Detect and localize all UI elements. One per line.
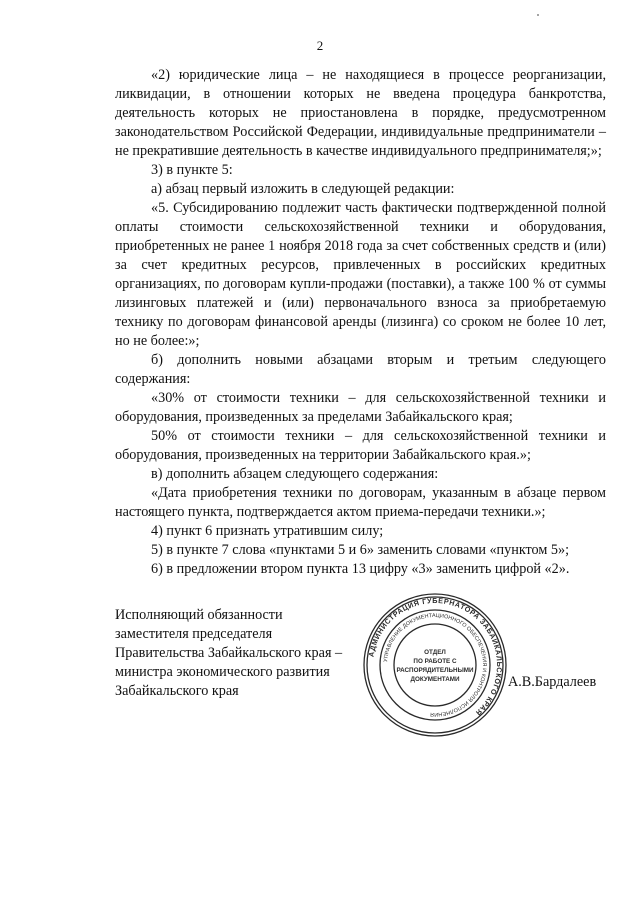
position-line: Правительства Забайкальского края – [115,645,343,661]
paragraph: «Дата приобретения техники по договорам, указанным в абзаце первом настоящего пункта, подтверждается актом приема-передачи техники.»; [115,485,606,520]
stamp-outer-text-path: АДМИНИСТРАЦИЯ ГУБЕРНАТОРА ЗАБАЙКАЛЬСКОГО КРАЯ [366,595,505,718]
paragraph: 3) в пункте 5: [151,162,233,178]
signatory-name: А.В.Бардалеев [508,674,597,690]
stamp-center-line: РАСПОРЯДИТЕЛЬНЫМИ [396,667,474,674]
position-line: Исполняющий обязанности [115,607,283,623]
stamp-inner-ring [394,624,476,706]
signatory-position [115,606,365,701]
paragraph: 5) в пункте 7 слова «пунктами 5 и 6» заменить словами «пунктом 5»; [151,542,570,558]
paragraph: 6) в предложении втором пункта 13 цифру «3» заменить цифрой «2». [151,561,570,577]
scan-artifact [537,14,539,16]
stamp-center-line: ОТДЕЛ [424,649,446,656]
position-line: Забайкальского края [115,683,239,699]
stamp-center-line: ПО РАБОТЕ С [413,658,457,665]
position-line: заместителя председателя [115,626,273,642]
stamp-inner-text-path: УПРАВЛЕНИЕ ДОКУМЕНТАЦИОННОГО ОБЕСПЕЧЕНИЯ И КОНТРОЛЯ ИСПОЛНЕНИЯ [383,612,488,718]
paragraph: «30% от стоимости техники – для сельскохозяйственной техники и оборудования, произведенных за пределами Забайкальского края; [115,390,606,425]
official-stamp [360,590,510,740]
paragraph: 4) пункт 6 признать утратившим силу; [151,523,384,539]
paragraph: в) дополнить абзацем следующего содержания: [151,466,439,482]
document-body [115,66,606,579]
page-number: 2 [316,38,324,53]
paragraph: б) дополнить новыми абзацами вторым и третьим следующего содержания: [115,352,606,387]
position-line: министра экономического развития [115,664,330,680]
stamp-center-line: ДОКУМЕНТАМИ [410,676,460,683]
paragraph: «2) юридические лица – не находящиеся в процессе реорганизации, ликвидации, в отношении которых не введена процедура банкротства, деятельность которых не приостановлена в порядке, предусмотренном законодательством Российской Федерации, индивидуальные предприниматели – не прекратившие деятельность в качестве индивидуального предпринимателя;»; [115,67,606,159]
paragraph: а) абзац первый изложить в следующей редакции: [151,181,455,197]
stamp-middle-ring [380,610,490,720]
paragraph: 50% от стоимости техники – для сельскохозяйственной техники и оборудования, произведенных на территории Забайкальского края.»; [115,428,606,463]
paragraph: «5. Субсидированию подлежит часть фактически подтвержденной полной оплаты стоимости сельскохозяйственной техники и оборудования, приобретенных не ранее 1 ноября 2018 года за счет собственных средств и (или) за счет кредитных ресурсов, привлеченных в российских кредитных организациях, по договорам купли-продажи (поставки), а также 100 % от суммы лизинговых платежей и (или) первоначального взноса за приобретаемую технику по договорам финансовой аренды (лизинга) со сроком не более 10 лет, но не более:»; [115,200,606,349]
